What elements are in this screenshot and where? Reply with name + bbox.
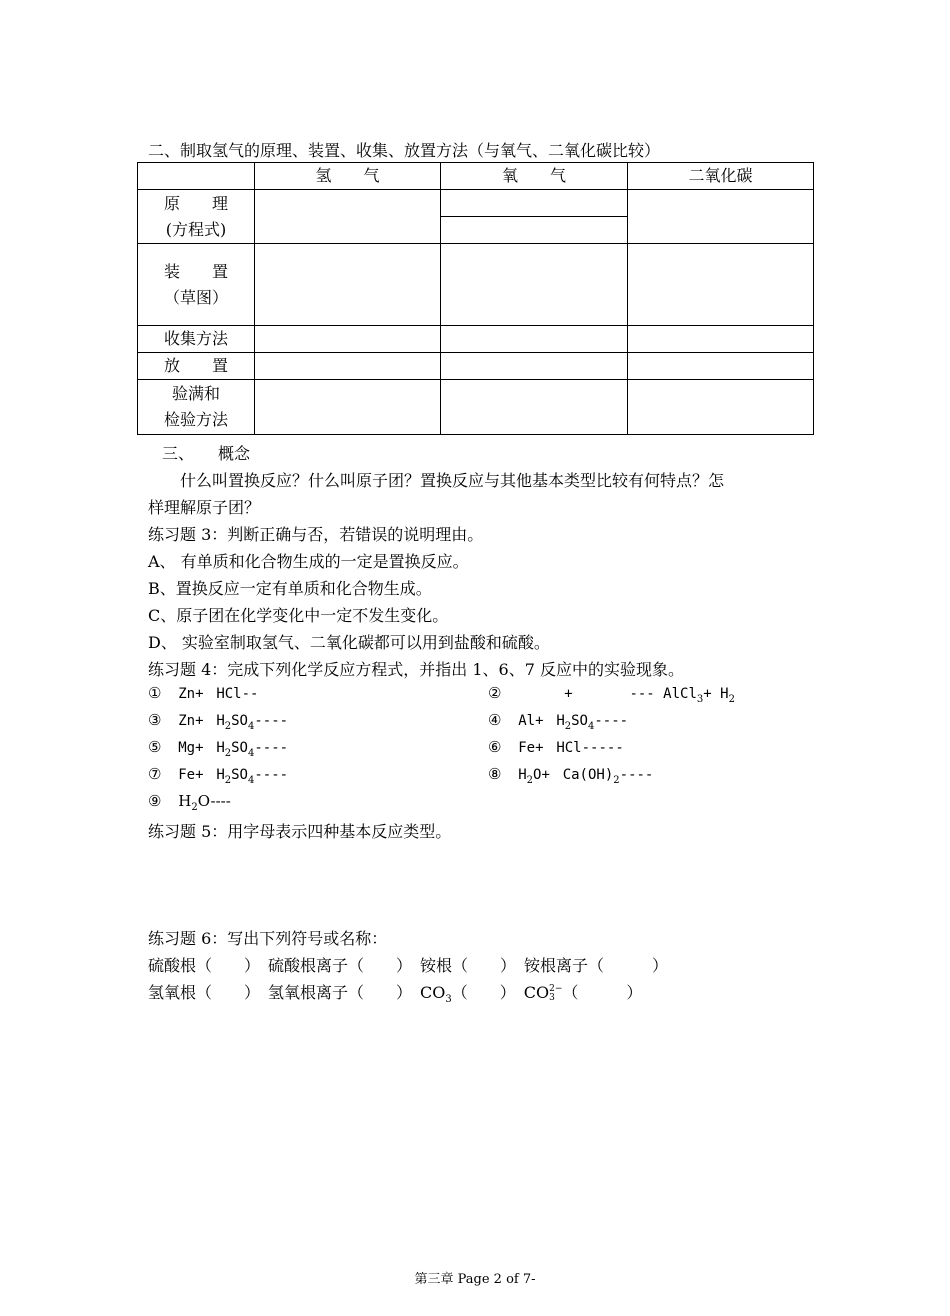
exercise3-c: C、原子团在化学变化中一定不发生变化。 — [148, 606, 449, 625]
cell-principle-oxygen-2[interactable] — [441, 217, 628, 244]
exercise3-b: B、置换反应一定有单质和化合物生成。 — [148, 579, 432, 598]
exercise3-a: A、 有单质和化合物生成的一定是置换反应。 — [148, 552, 469, 571]
row-check: 验满和 检验方法 — [138, 380, 255, 435]
cell-check-hydrogen[interactable] — [255, 380, 441, 435]
comparison-table — [137, 162, 814, 435]
equation-8: ⑧ $H_2O+ Ca(OH)_2----$ — [488, 765, 654, 786]
cell-place-oxygen[interactable] — [441, 353, 628, 380]
cell-device-co2[interactable] — [628, 244, 814, 326]
cell-device-hydrogen[interactable] — [255, 244, 441, 326]
cell-principle-co2[interactable] — [628, 190, 814, 244]
header-co2: 二氧化碳 — [628, 163, 814, 190]
exercise5-title: 练习题 5：用字母表示四种基本反应类型。 — [148, 822, 452, 841]
row-place: 放 置 — [138, 353, 255, 380]
cell-collect-oxygen[interactable] — [441, 326, 628, 353]
equation-4: ④ $Al+ H_2SO_4----$ — [488, 711, 629, 732]
exercise3-title: 练习题 3：判断正确与否，若错误的说明理由。 — [148, 525, 484, 544]
exercise3-d: D、 实验室制取氢气、二氧化碳都可以用到盐酸和硫酸。 — [148, 633, 550, 652]
row-device: 装 置 （草图） — [138, 244, 255, 326]
page-footer: 第三章 Page 2 of 7- — [414, 1272, 536, 1287]
equation-7: ⑦ $Fe+ H_2SO_4----$ — [148, 765, 289, 786]
equation-9: ⑨ $H_2O----$ — [148, 792, 231, 813]
equation-1: ① Zn+ HCl-- — [148, 684, 259, 702]
cell-check-oxygen[interactable] — [441, 380, 628, 435]
section3-question-2: 样理解原子团？ — [148, 498, 261, 517]
cell-collect-hydrogen[interactable] — [255, 326, 441, 353]
cell-collect-co2[interactable] — [628, 326, 814, 353]
header-empty — [138, 163, 255, 190]
equation-6: ⑥ Fe+ HCl----- — [488, 738, 624, 756]
exercise6-line1: 硫酸根（ ） 硫酸根离子（ ） 铵根（ ） 铵根离子（ ） — [148, 956, 669, 975]
row-collect: 收集方法 — [138, 326, 255, 353]
exercise6-title: 练习题 6：写出下列符号或名称： — [148, 929, 388, 948]
cell-check-co2[interactable] — [628, 380, 814, 435]
row-principle: 原 理 (方程式) — [138, 190, 255, 244]
cell-place-co2[interactable] — [628, 353, 814, 380]
section3-question-1: 什么叫置换反应？什么叫原子团？置换反应与其他基本类型比较有何特点？怎 — [148, 471, 725, 490]
equation-2: ② + --- AlCl$_3$+ $H_2$ — [488, 684, 735, 705]
equation-3: ③ $Zn+ H_2SO_4----$ — [148, 711, 289, 732]
cell-device-oxygen[interactable] — [441, 244, 628, 326]
equation-5: ⑤ $Mg+ H_2SO_4----$ — [148, 738, 289, 759]
header-hydrogen: 氢 气 — [255, 163, 441, 190]
header-oxygen: 氧 气 — [441, 163, 628, 190]
cell-principle-hydrogen[interactable] — [255, 190, 441, 244]
cell-principle-oxygen-1[interactable] — [441, 190, 628, 217]
section3-title: 三、 概念 — [162, 444, 251, 463]
cell-place-hydrogen[interactable] — [255, 353, 441, 380]
exercise4-title: 练习题 4：完成下列化学反应方程式，并指出 1、6、7 反应中的实验现象。 — [148, 660, 684, 679]
exercise6-line2: 氢氧根（ ） 氢氧根离子（ ） $CO_3$（ ） CO 2− 3 （ ） — [148, 983, 643, 1006]
section2-title: 二、制取氢气的原理、装置、收集、放置方法（与氧气、二氧化碳比较） — [148, 141, 661, 160]
